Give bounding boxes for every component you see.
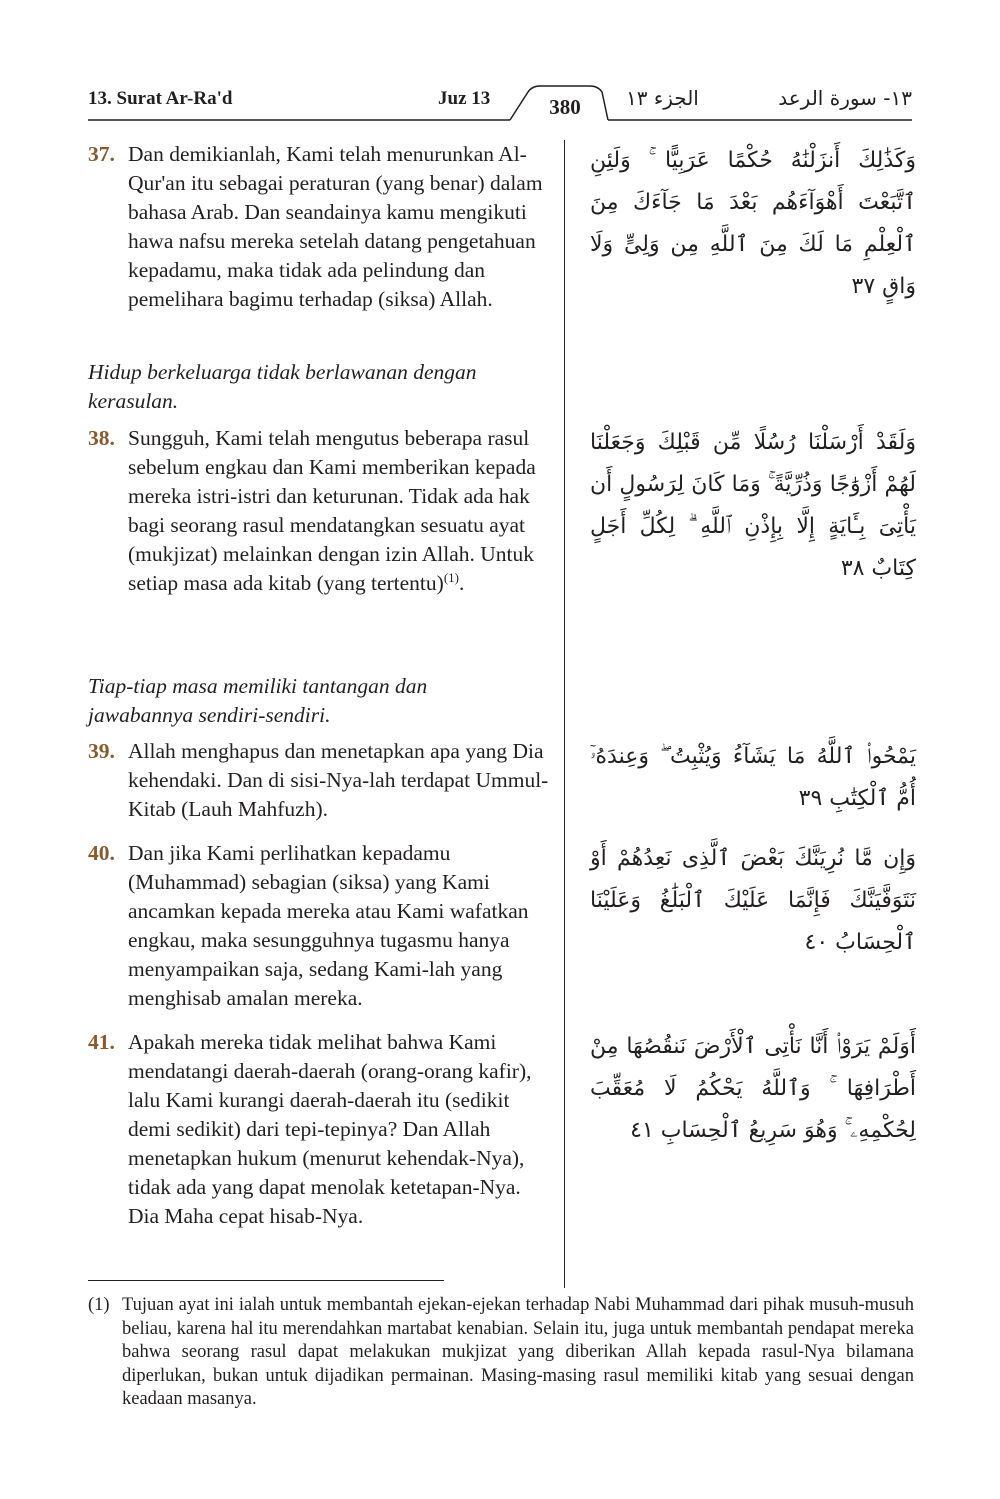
verse-number: 38. <box>88 426 115 450</box>
verse-40-arabic: وَإِن مَّا نُرِيَنَّكَ بَعْضَ ٱلَّذِى نَعِدُهُمْ أَوْ نَتَوَفَّيَنَّكَ فَإِنَّمَا عَلَيْكَ ٱلْبَلَٰغُ وَعَلَيْنَا ٱلْحِسَابُ ٤٠ <box>590 846 916 955</box>
verse-37-translation <box>88 140 556 314</box>
column-divider <box>564 140 565 1288</box>
verse-number: 39. <box>88 739 115 763</box>
verse-text: Dan demikianlah, Kami telah menurunkan Al-Qur'an itu sebagai peraturan (yang benar) dalam bahasa Arab. Dan seandainya kamu mengikuti hawa nafsu mereka setelah datang pengetahuan kepadamu, maka tidak ada pelindung dan pemelihara bagimu terhadap (siksa) Allah. <box>128 142 543 311</box>
juz-label-latin: Juz 13 <box>438 88 491 109</box>
verse-number: 37. <box>88 142 115 166</box>
section-subheading: Tiap-tiap masa memiliki tantangan dan jawabannya sendiri-sendiri. <box>88 674 428 727</box>
verse-41-translation <box>88 1028 556 1231</box>
verse-41-arabic: أَوَلَمْ يَرَوْا۟ أَنَّا نَأْتِى ٱلْأَرْضَ نَنقُصُهَا مِنْ أَطْرَافِهَا ۚ وَٱللَّهُ يَحْكُمُ لَا مُعَقِّبَ لِحُكْمِهِۦ ۚ وَهُوَ سَرِيعُ ٱلْحِسَابِ ٤١ <box>590 1034 916 1143</box>
verse-39-translation <box>88 737 556 824</box>
verse-text: Sungguh, Kami telah mengutus beberapa rasul sebelum engkau dan Kami memberikan kepada mereka istri-istri dan keturunan. Tidak ada hak bagi seorang rasul mendatangkan sesuatu ayat (mukjizat) melainkan dengan izin Allah. Untuk setiap masa ada kitab (yang tertentu) <box>128 426 536 595</box>
verse-text-container <box>128 424 556 598</box>
verse-37-arabic: وَكَذَٰلِكَ أَنزَلْنَٰهُ حُكْمًا عَرَبِيًّا ۚ وَلَئِنِ ٱتَّبَعْتَ أَهْوَآءَهُم بَعْدَ مَا جَآءَكَ مِنَ ٱلْعِلْمِ مَا لَكَ مِنَ ٱللَّهِ مِن وَلِىٍّ وَلَا وَاقٍ ٣٧ <box>590 148 916 299</box>
verse-39-arabic: يَمْحُوا۟ ٱللَّهُ مَا يَشَآءُ وَيُثْبِتُ ۖ وَعِندَهُۥٓ أُمُّ ٱلْكِتَٰبِ ٣٩ <box>590 744 916 811</box>
verse-40-translation <box>88 839 556 1013</box>
verse-38-arabic: وَلَقَدْ أَرْسَلْنَا رُسُلًا مِّن قَبْلِكَ وَجَعَلْنَا لَهُمْ أَزْوَٰجًا وَذُرِّيَّةً ۚ وَمَا كَانَ لِرَسُولٍ أَن يَأْتِىَ بِـَٔايَةٍ إِلَّا بِإِذْنِ ٱللَّهِ ۗ لِكُلِّ أَجَلٍ كِتَابٌ ٣٨ <box>590 430 916 581</box>
verse-text: Dan jika Kami perlihatkan kepadamu (Muhammad) sebagian (siksa) yang Kami ancamkan kepada mereka atau Kami wafatkan engkau, maka sesungguhnya tugasmu hanya menyampaikan saja, sedang Kami-lah yang menghisab amalan mereka. <box>128 841 529 1010</box>
footnote-text: Tujuan ayat ini ialah untuk membantah ejekan-ejekan terhadap Nabi Muhammad dari pihak musuh-musuh beliau, karena hal itu merendahkan martabat kenabian. Selain itu, juga untuk membantah pendapat mereka bahwa seorang rasul dapat melakukan mukjizat yang diberikan Allah kepada rasul-Nya bilamana diperlukan, bukan untuk dijadikan permainan. Masing-masing rasul memiliki kitab yang sesuai dengan keadaan masanya. <box>122 1295 914 1409</box>
footnote <box>88 1294 914 1412</box>
section-subheading: Hidup berkeluarga tidak berlawanan dengan kerasulan. <box>88 360 477 413</box>
surah-title-arabic: ١٣- سورة الرعد <box>778 86 912 110</box>
juz-label-arabic: الجزء ١٣ <box>626 86 699 110</box>
verse-number: 40. <box>88 841 115 865</box>
footnote-marker: (1) <box>88 1295 110 1315</box>
footnote-rule <box>88 1280 444 1281</box>
surah-title-latin: 13. Surat Ar-Ra'd <box>88 88 233 109</box>
verse-text: Apakah mereka tidak melihat bahwa Kami mendatangi daerah-daerah (orang-orang kafir), lalu Kami kurangi daerah-daerah itu (sedikit demi sedikit) dari tepi-tepinya? Dan Allah menetapkan hukum (menurut kehendak-Nya), tidak ada yang dapat menolak ketetapan-Nya. Dia Maha cepat hisab-Nya. <box>128 1030 532 1228</box>
verse-38-translation <box>88 424 556 598</box>
page-number-tab <box>0 0 1000 140</box>
verse-text: Allah menghapus dan menetapkan apa yang Dia kehendaki. Dan di sisi-Nya-lah terdapat Ummul-Kitab (Lauh Mahfuzh). <box>128 739 549 821</box>
page-number: 380 <box>549 95 581 119</box>
verse-text-end: . <box>458 571 465 595</box>
verse-number: 41. <box>88 1030 115 1054</box>
footnote-reference[interactable]: (1) <box>443 569 459 585</box>
